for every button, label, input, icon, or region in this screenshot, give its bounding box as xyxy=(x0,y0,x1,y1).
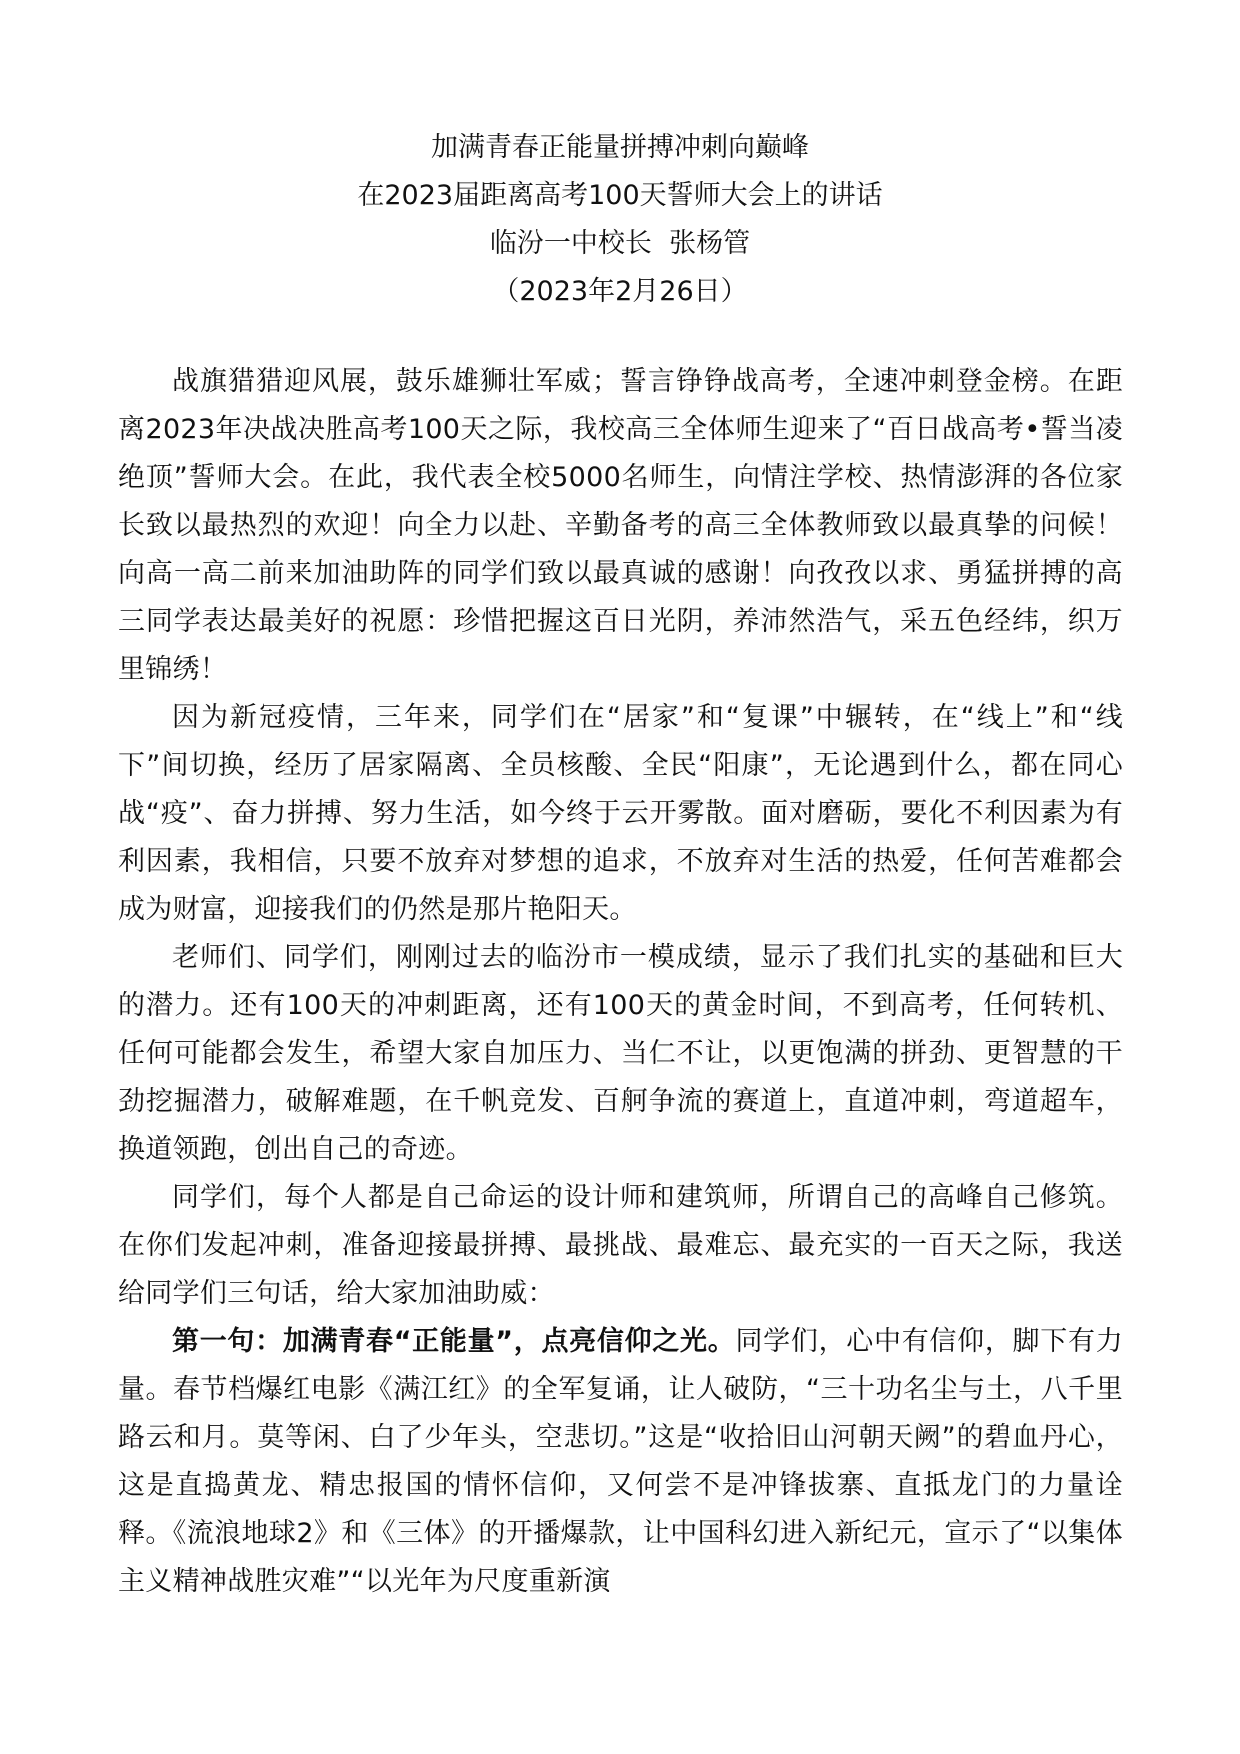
paragraph-4: 同学们，每个人都是自己命运的设计师和建筑师，所谓自己的高峰自己修筑。在你们发起冲刺，准备迎接最拼搏、最挑战、最难忘、最充实的一百天之际，我送给同学们三句话，给大家加油助威： xyxy=(118,1182,1123,1309)
paragraph-2: 因为新冠疫情，三年来，同学们在“居家”和“复课”中辗转，在“线上”和“线下”间切换，经历了居家隔离、全员核酸、全民“阳康”，无论遇到什么，都在同心战“疫”、奋力拼搏、努力生活，如今终于云开雾散。面对磨砺，要化不利因素为有利因素，我相信，只要不放弃对梦想的追求，不放弃对生活的热爱，任何苦难都会成为财富，迎接我们的仍然是那片艳阳天。 xyxy=(118,702,1123,925)
speech-body xyxy=(118,358,1123,1606)
speech-title: 加满青春正能量拼搏冲刺向巅峰 xyxy=(431,132,809,163)
paragraph-5 xyxy=(118,1318,1123,1606)
speech-header xyxy=(120,124,1120,316)
paragraph-5-text: 同学们，心中有信仰，脚下有力量。春节档爆红电影《满江红》的全军复诵，让人破防，“三十功名尘与土，八千里路云和月。莫等闲、白了少年头，空悲切。”这是“收拾旧山河朝天阙”的碧血丹心，这是直捣黄龙、精忠报国的情怀信仰，又何尝不是冲锋拔寨、直抵龙门的力量诠释。《流浪地球2》和《三体》的开播爆款，让中国科幻进入新纪元，宣示了“以集体主义精神战胜灾难”“以光年为尺度重新演 xyxy=(118,1326,1123,1597)
point-one-heading: 第一句：加满青春“正能量”，点亮信仰之光。 xyxy=(172,1326,736,1357)
speech-date: （2023年2月26日） xyxy=(492,276,748,307)
speaker-line: 临汾一中校长 张杨管 xyxy=(489,228,751,259)
speech-subtitle: 在2023届距离高考100天誓师大会上的讲话 xyxy=(357,180,883,211)
paragraph-3: 老师们、同学们，刚刚过去的临汾市一模成绩，显示了我们扎实的基础和巨大的潜力。还有100天的冲刺距离，还有100天的黄金时间，不到高考，任何转机、任何可能都会发生，希望大家自加压力、当仁不让，以更饱满的拼劲、更智慧的干劲挖掘潜力，破解难题，在千帆竞发、百舸争流的赛道上，直道冲刺，弯道超车，换道领跑，创出自己的奇迹。 xyxy=(118,942,1123,1165)
paragraph-1: 战旗猎猎迎风展，鼓乐雄狮壮军威；誓言铮铮战高考，全速冲刺登金榜。在距离2023年决战决胜高考100天之际，我校高三全体师生迎来了“百日战高考•誓当凌绝顶”誓师大会。在此，我代表全校5000名师生，向情注学校、热情澎湃的各位家长致以最热烈的欢迎！向全力以赴、辛勤备考的高三全体教师致以最真挚的问候！向高一高二前来加油助阵的同学们致以最真诚的感谢！向孜孜以求、勇猛拼搏的高三同学表达最美好的祝愿：珍惜把握这百日光阴，养沛然浩气，采五色经纬，织万里锦绣！ xyxy=(118,366,1123,685)
